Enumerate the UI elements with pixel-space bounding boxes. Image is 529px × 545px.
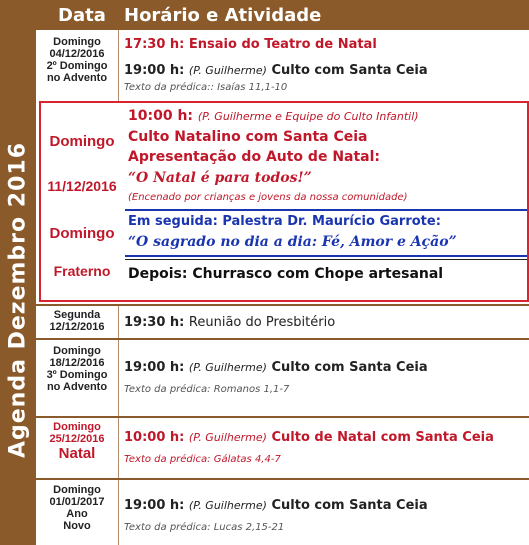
table-header <box>36 0 529 30</box>
table-row <box>36 30 529 101</box>
row-date: Domingo 25/12/2016 Natal <box>49 421 105 462</box>
row-date: Domingo 18/12/2016 3º Domingo no Advento <box>46 345 108 393</box>
side-title: Agenda Dezembro 2016 <box>5 141 31 459</box>
special-event-box: Domingo 11/12/2016 Domingo Fraterno 10:00 h: (P. Guilherme e Equipe do Culto Infantil) Culto Natalino com Santa Ceia Apresentação do Auto de Natal: “O Natal é para todos!” (Encenado por crianças e jovens da nossa comunidade) Em seguida: Palestra Dr. Maurício Garrote: “O sagrado no dia a dia: Fé, Amor e Ação” Depois: Churrasco com Chope artesanal <box>39 101 529 302</box>
table-row: Segunda 12/12/2016 19:30 h: Reunião do Presbitério <box>36 306 529 338</box>
header-activity: Horário e Atividade <box>124 5 322 26</box>
row-activity: 17:30 h: Ensaio do Teatro de Natal 19:00 h: (P. Guilherme) Culto com Santa Ceia Texto da prédica:: Isaías 11,1-10 <box>124 37 428 93</box>
table-row: Domingo 18/12/2016 3º Domingo no Advento 19:00 h: (P. Guilherme) Culto com Santa Ceia Texto da prédica: Romanos 1,1-7 <box>36 340 529 416</box>
row-date: Domingo 04/12/2016 2º Domingo no Advento <box>46 36 108 84</box>
table-row: Domingo 01/01/2017 Ano Novo 19:00 h: (P. Guilherme) Culto com Santa Ceia Texto da prédica: Lucas 2,15-21 <box>36 480 529 545</box>
table-row: Domingo 25/12/2016 Natal 10:00 h: (P. Guilherme) Culto de Natal com Santa Ceia Texto da prédica: Gálatas 4,4-7 <box>36 418 529 478</box>
side-title-panel <box>0 30 36 545</box>
header-date: Data <box>58 5 106 26</box>
row-date: Domingo 01/01/2017 Ano Novo <box>49 484 105 532</box>
row-date: Segunda 12/12/2016 <box>49 309 105 333</box>
schedule-table <box>36 30 529 545</box>
